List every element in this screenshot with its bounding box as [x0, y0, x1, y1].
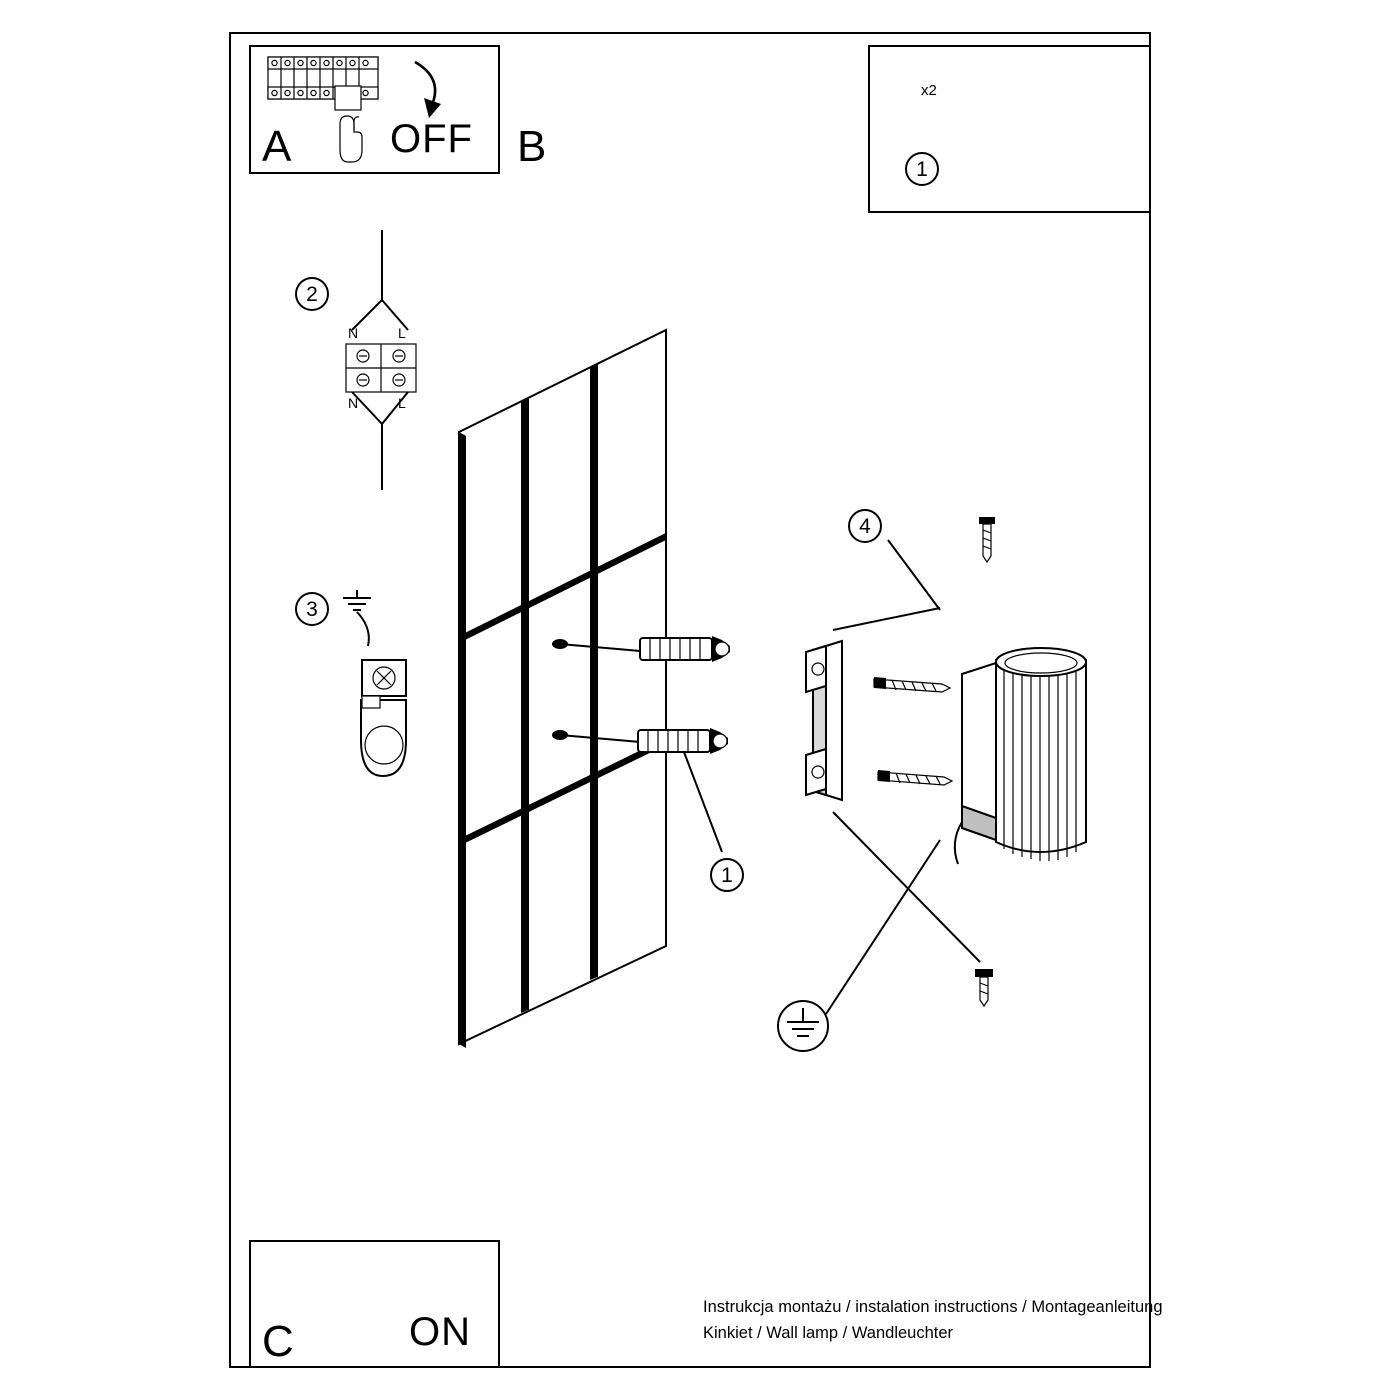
wall-tiles — [459, 330, 666, 1048]
fixing-screw-bottom — [975, 969, 993, 1006]
section-b-letter: B — [517, 122, 547, 171]
mounting-bracket — [806, 641, 842, 800]
terminal-label-n-top: N — [348, 325, 359, 341]
terminal-block-wiring-icon — [346, 230, 416, 490]
earth-ground-symbol — [778, 840, 940, 1051]
earth-terminal-icon — [343, 590, 406, 776]
bracket-screw-upper — [874, 677, 950, 692]
bracket-screw-lower — [878, 770, 952, 785]
step-1-quantity-label: x2 — [921, 82, 937, 99]
footer-line-1: Instrukcja montażu / instalation instructions / Montageanleitung — [703, 1298, 1163, 1316]
terminal-label-l-bottom: L — [398, 395, 406, 411]
earth-ground-symbol-small — [343, 590, 371, 610]
step-marker-4: 4 — [848, 509, 882, 543]
circuit-breaker-off-icon — [268, 57, 441, 162]
fixing-screw-top — [979, 517, 995, 562]
section-c-letter: C — [262, 1317, 294, 1366]
terminal-label-n-bottom: N — [348, 395, 359, 411]
lamp-body — [955, 648, 1086, 864]
terminal-label-l-top: L — [398, 325, 406, 341]
section-a-action-label: OFF — [390, 117, 473, 161]
callout-marker-wall-anchor: 1 — [710, 858, 744, 892]
section-c-action-label: ON — [409, 1310, 471, 1354]
step-marker-2: 2 — [295, 277, 329, 311]
panel-step-1 — [868, 45, 1151, 213]
step-marker-3: 3 — [295, 592, 329, 626]
section-a-letter: A — [262, 122, 292, 171]
step-marker-1: 1 — [905, 152, 939, 186]
footer-line-2: Kinkiet / Wall lamp / Wandleuchter — [703, 1323, 954, 1342]
footer-text — [703, 1295, 1163, 1346]
